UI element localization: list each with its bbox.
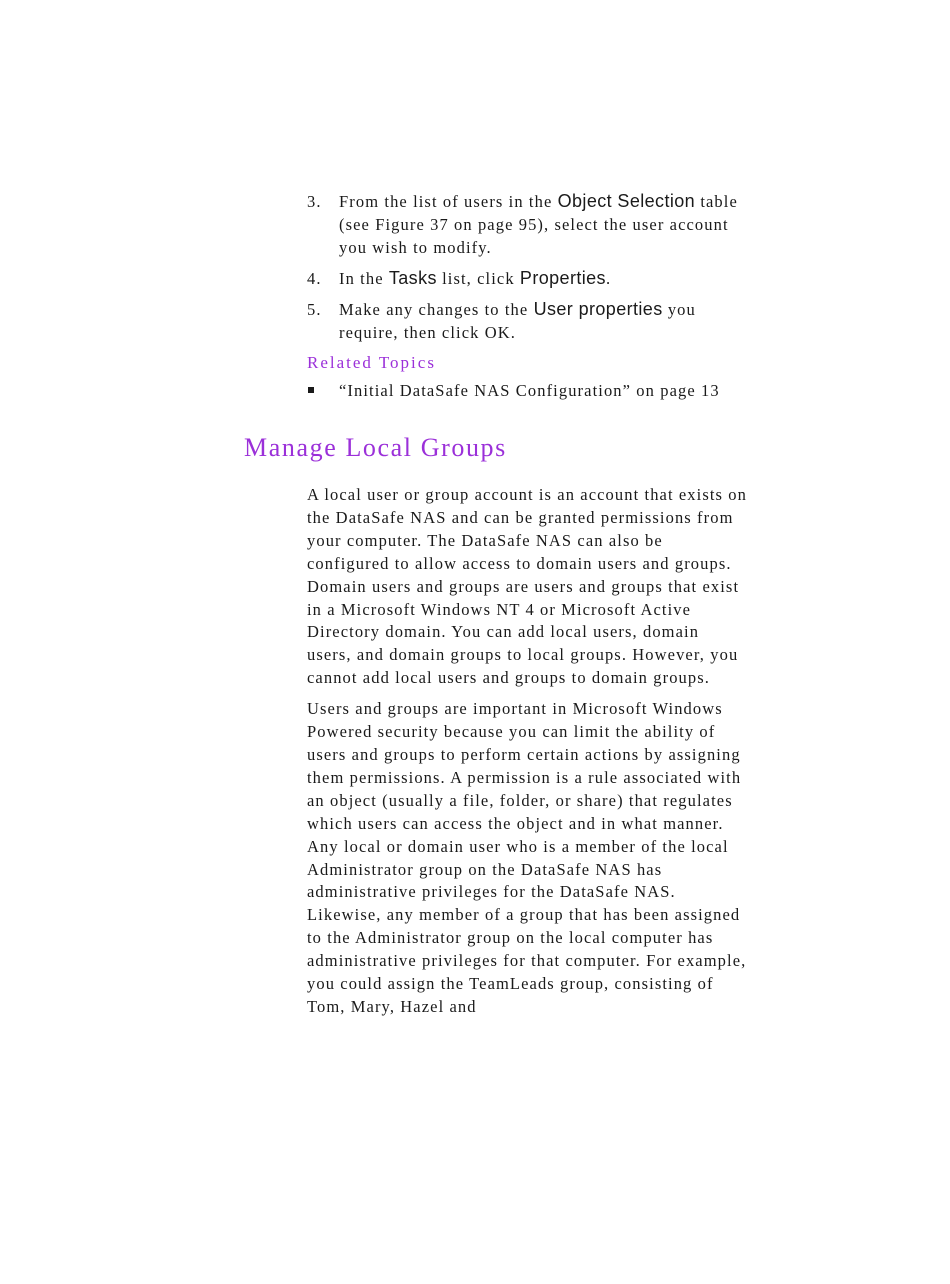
ui-term: Properties [519, 268, 606, 288]
procedure-steps [307, 190, 747, 352]
step-number: 4. [307, 269, 322, 288]
related-topic-text: “Initial DataSafe NAS Configuration” on page 13 [339, 381, 720, 400]
step-text: you require, then click OK. [339, 300, 696, 342]
ui-term: Tasks [388, 268, 437, 288]
step-item [307, 298, 747, 344]
step-item [307, 267, 747, 290]
step-text: Make any changes to the [339, 300, 534, 319]
step-text: . [605, 269, 612, 288]
step-text: list, click [436, 269, 520, 288]
square-bullet-icon [308, 387, 314, 393]
ui-term: User properties [533, 299, 663, 319]
body-paragraph: Users and groups are important in Microsoft Windows Powered security because you can limit the ability of users and groups to perform certain actions by assigning them permissions. A permission is a rule associated with an object (usually a file, folder, or share) that regulates which users can access the object and in what manner. Any local or domain user who is a member of the local Administrator group on the DataSafe NAS has administrative privileges for the DataSafe NAS. Likewise, any member of a group that has been assigned to the Administrator group on the local computer has administrative privileges for that computer. For example, you could assign the TeamLeads group, consisting of Tom, Mary, Hazel and [307, 699, 747, 1016]
related-topic-link[interactable] [307, 379, 747, 402]
step-text: In the [339, 269, 389, 288]
step-item [307, 190, 747, 259]
section-body [307, 484, 747, 1027]
step-text: From the list of users in the [339, 192, 558, 211]
body-paragraph: A local user or group account is an account that exists on the DataSafe NAS and can be granted permissions from your computer. The DataSafe NAS can also be configured to allow access to domain users and groups. Domain users and groups are users and groups that exist in a Microsoft Windows NT 4 or Microsoft Active Directory domain. You can add local users, domain users, and domain groups to local groups. However, you cannot add local users and groups to domain groups. [307, 485, 747, 688]
related-topics-heading: Related Topics [307, 353, 436, 372]
step-text: table (see Figure 37 on page 95), select the user account you wish to modify. [339, 192, 738, 257]
step-number: 5. [307, 300, 322, 319]
step-number: 3. [307, 192, 322, 211]
section-title: Manage Local Groups [244, 433, 507, 462]
ui-term: Object Selection [557, 191, 696, 211]
related-topics-list [307, 379, 747, 402]
